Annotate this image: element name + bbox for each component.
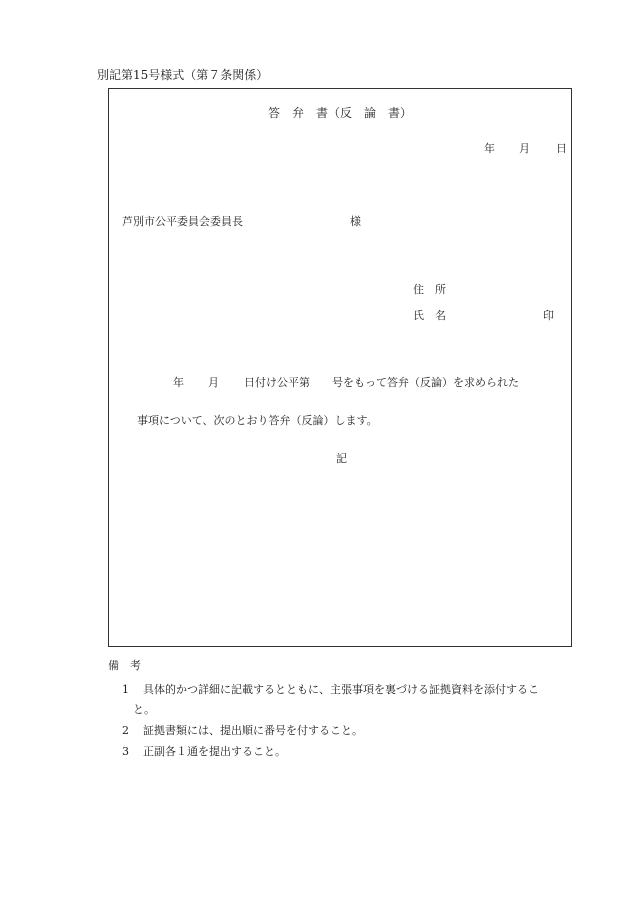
seal-mark: 印 [543, 309, 554, 322]
notes-heading: 備 考 [108, 659, 141, 672]
addressee-honorific: 様 [350, 215, 361, 228]
note-item-1-continuation: と。 [133, 703, 155, 716]
address-label: 住 所 [413, 283, 446, 296]
date-month-label: 月 [519, 142, 530, 155]
note-item-1-number: 1 [122, 683, 129, 696]
note-item-3-text: 正副各１通を提出すること。 [143, 745, 286, 758]
form-number: 別記第15号様式（第７条関係） [97, 68, 269, 82]
body-year-label: 年 [173, 376, 184, 389]
body-line-2: 事項について、次のとおり答弁（反論）します。 [137, 414, 378, 427]
body-month-label: 月 [208, 376, 219, 389]
body-line-1: 日付け公平第 号をもって答弁（反論）を求められた [244, 376, 519, 389]
note-item-2-number: 2 [122, 724, 129, 737]
name-label: 氏 名 [413, 309, 446, 322]
note-item-2-text: 証拠書類には、提出順に番号を付すること。 [143, 724, 363, 737]
date-year-label: 年 [484, 142, 495, 155]
addressee: 芦別市公平委員会委員長 [122, 215, 243, 228]
note-item-3-number: 3 [122, 745, 129, 758]
record-heading: 記 [336, 452, 347, 465]
date-day-label: 日 [556, 142, 567, 155]
form-title: 答 弁 書（反 論 書） [268, 106, 413, 120]
note-item-1-text: 具体的かつ詳細に記載するとともに、主張事項を裏づける証拠資料を添付するこ [143, 683, 539, 696]
form-box [108, 88, 572, 647]
